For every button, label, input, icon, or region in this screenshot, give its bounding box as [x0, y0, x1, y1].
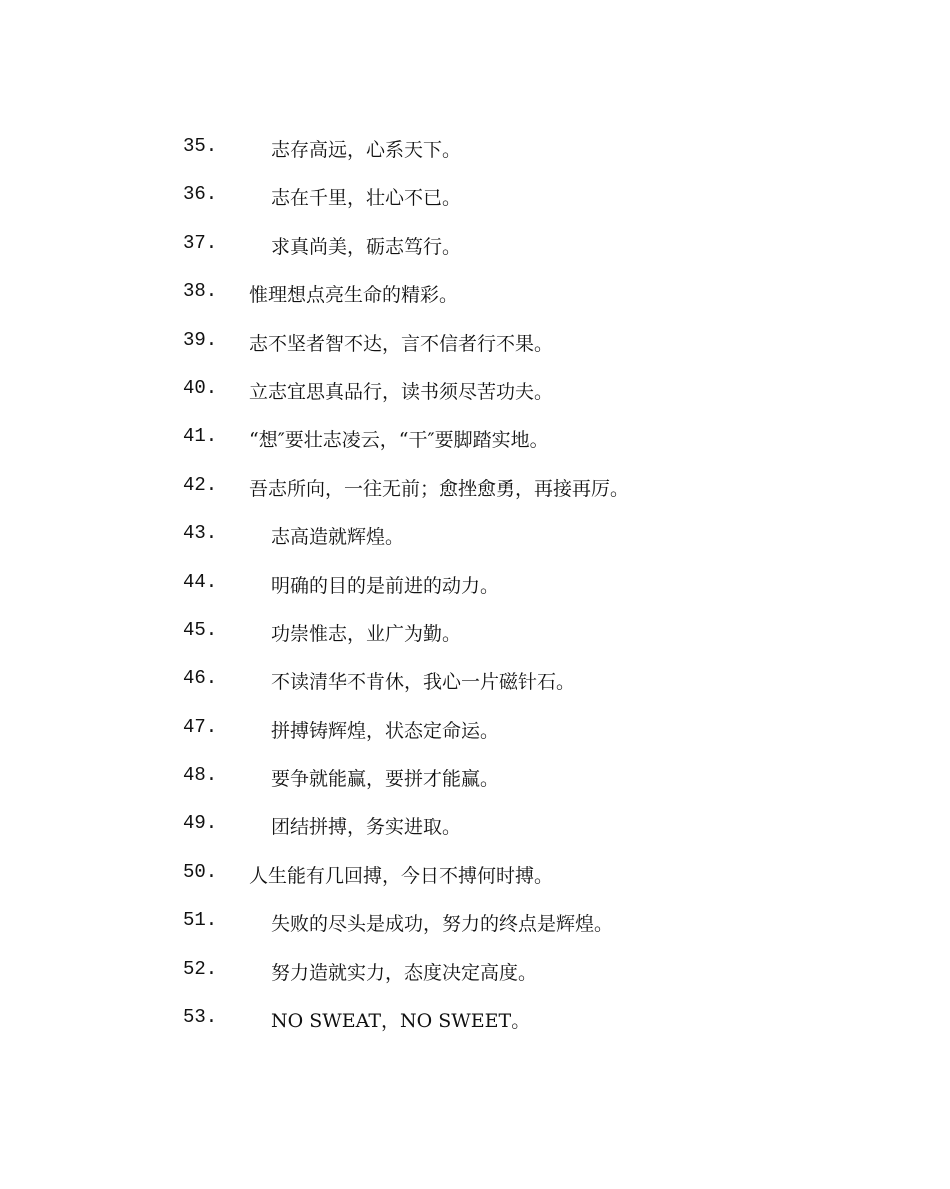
item-number: 41. — [183, 425, 218, 448]
item-text: 志存高远，心系天下。 — [271, 139, 462, 161]
item-text: NO SWEAT，NO SWEET。 — [271, 1010, 531, 1033]
item-text: 人生能有几回搏，今日不搏何时搏。 — [249, 864, 554, 887]
item-text: 明确的目的是前进的动力。 — [271, 574, 500, 597]
item-text: 不读清华不肯休，我心一片磁针石。 — [271, 671, 576, 694]
item-number: 42. — [183, 473, 218, 496]
item-number: 48. — [183, 764, 218, 787]
item-text: 功崇惟志，业广为勤。 — [271, 622, 462, 645]
item-number: 40. — [183, 376, 218, 399]
item-number: 38. — [183, 280, 218, 303]
item-number: 36. — [183, 183, 218, 206]
item-number: 50. — [183, 860, 218, 883]
item-text: 失败的尽头是成功，努力的终点是辉煌。 — [271, 913, 614, 936]
item-text: 惟理想点亮生命的精彩。 — [249, 284, 459, 307]
item-text: 努力造就实力，态度决定高度。 — [271, 961, 538, 984]
item-text: 要争就能赢，要拼才能赢。 — [271, 768, 500, 791]
item-text: 求真尚美，砺志笃行。 — [271, 235, 462, 258]
item-number: 37. — [183, 231, 218, 254]
item-number: 49. — [183, 812, 218, 835]
item-number: 44. — [183, 570, 218, 593]
item-text: “想″要壮志凌云，“干″要脚踏实地。 — [249, 429, 549, 452]
item-number: 46. — [183, 667, 218, 690]
item-text: 立志宜思真品行，读书须尽苦功夫。 — [249, 380, 554, 403]
item-text: 拼搏铸辉煌，状态定命运。 — [271, 719, 500, 742]
item-number: 52. — [183, 957, 218, 980]
item-number: 43. — [183, 522, 218, 545]
item-number: 35. — [183, 135, 218, 157]
item-text: 志不坚者智不达，言不信者行不果。 — [249, 332, 554, 355]
item-text: 志在千里，壮心不已。 — [271, 187, 462, 210]
item-number: 39. — [183, 328, 218, 351]
item-number: 45. — [183, 618, 218, 641]
item-text: 志高造就辉煌。 — [271, 526, 405, 549]
item-number: 47. — [183, 715, 218, 738]
item-text: 团结拼搏，务实进取。 — [271, 816, 462, 839]
item-number: 51. — [183, 909, 218, 932]
item-text: 吾志所向，一往无前；愈挫愈勇，再接再厉。 — [249, 477, 630, 500]
item-number: 53. — [183, 1006, 218, 1029]
